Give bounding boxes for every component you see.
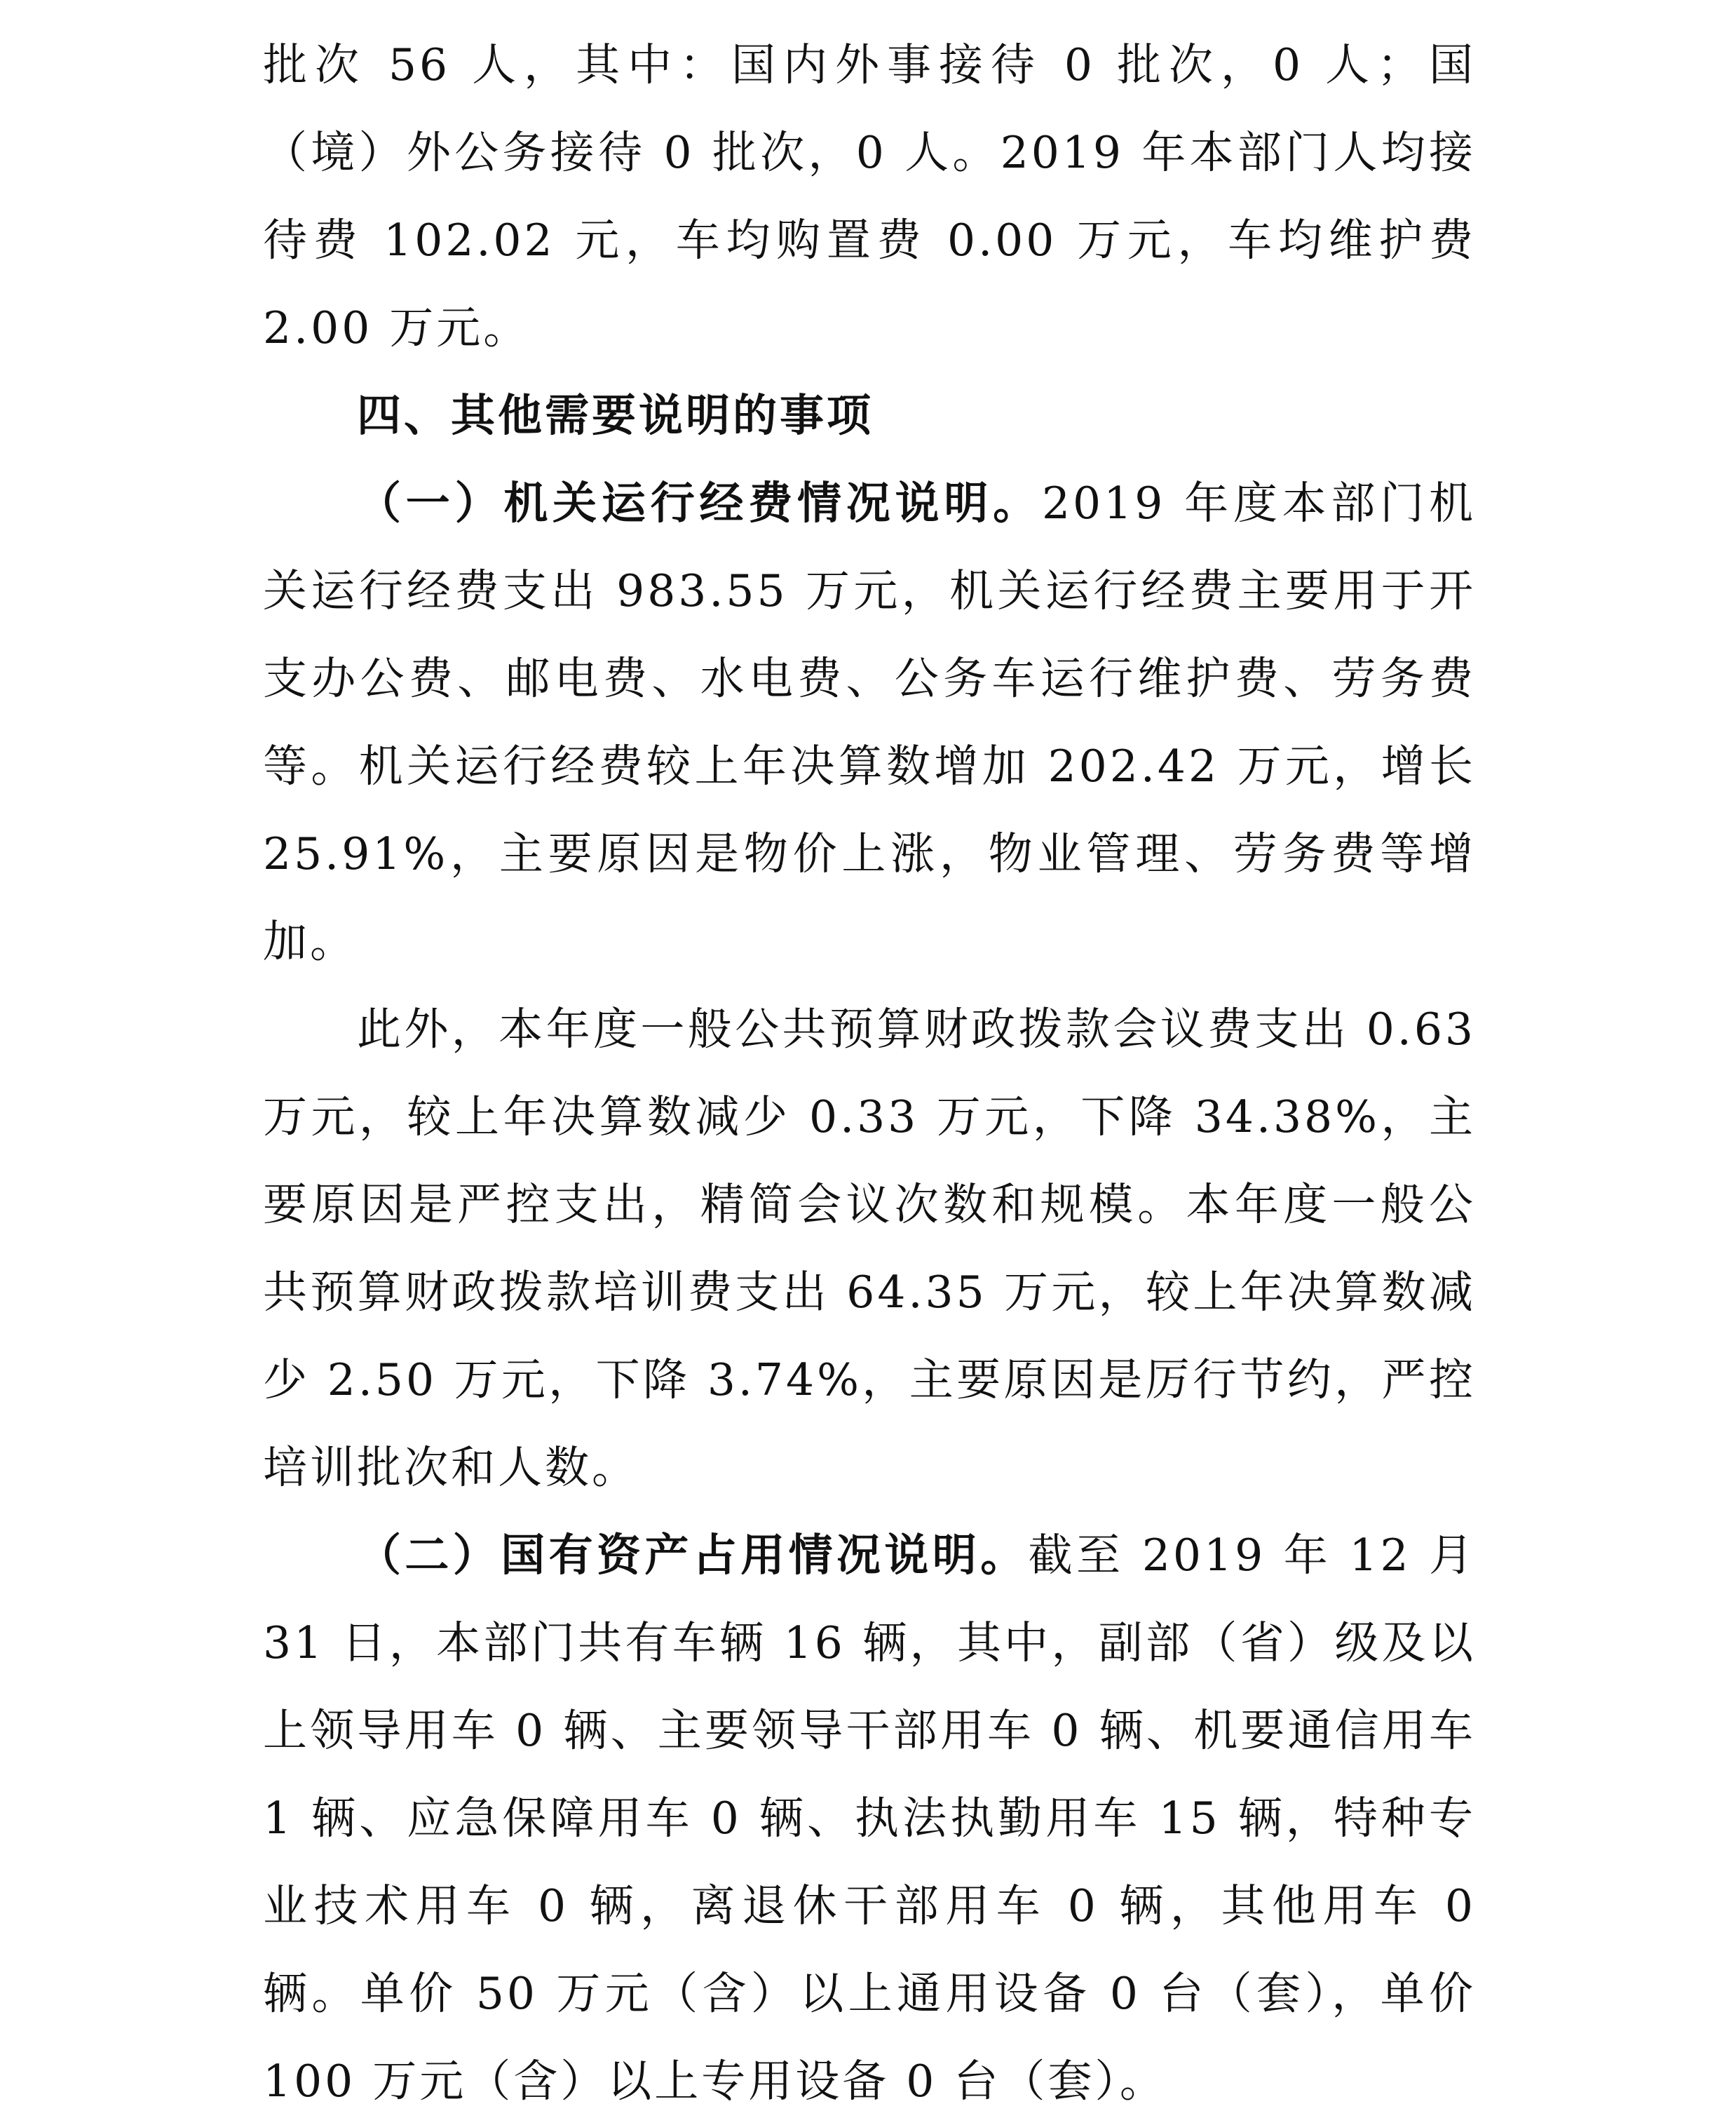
operating-expenses-body: 2019 年度本部门机关运行经费支出 983.55 万元，机关运行经费主要用于开支办公费、邮电费、水电费、公务车运行维护费、劳务费等。机关运行经费较上年决算数增加 202.42 万元，增长 25.91%，主要原因是物价上涨，物业管理、劳务费等增加。 xyxy=(263,478,1477,967)
operating-expenses-lead: （一）机关运行经费情况说明。 xyxy=(357,477,1042,529)
state-assets-body: 截至 2019 年 12 月 31 日，本部门共有车辆 16 辆，其中，副部（省）级及以上领导用车 0 辆、主要领导干部用车 0 辆、机要通信用车 1 辆、应急保障用车 0 辆、执法执勤用车 15 辆，特种专业技术用车 0 辆，离退休干部用车 0 辆，其他用车 0 辆。单价 50 万元（含）以上通用设备 0 台（套），单价 100 万元（含）以上专用设备 0 台（套）。 xyxy=(263,1530,1476,2107)
text-block-top xyxy=(263,21,1476,2125)
meeting-training-paragraph: 此外，本年度一般公共预算财政拨款会议费支出 0.63 万元，较上年决算数减少 0.33 万元，下降 34.38%，主要原因是严控支出，精简会议次数和规模。本年度一般公共预算财政拨款培训费支出 64.35 万元，较上年决算数减少 2.50 万元，下降 3.74%，主要原因是厉行节约，严控培训批次和人数。 xyxy=(263,1004,1476,1493)
operating-expenses-paragraph xyxy=(263,459,1476,985)
state-assets-paragraph xyxy=(263,1511,1476,2125)
section-heading-other-matters: 四、其他需要说明的事项 xyxy=(357,389,874,441)
state-assets-lead: （二）国有资产占用情况说明。 xyxy=(357,1529,1029,1581)
reception-paragraph: 批次 56 人，其中：国内外事接待 0 批次，0 人；国（境）外公务接待 0 批次，0 人。2019 年本部门人均接待费 102.02 元，车均购置费 0.00 万元，车均维护费 2.00 万元。 xyxy=(263,39,1476,353)
